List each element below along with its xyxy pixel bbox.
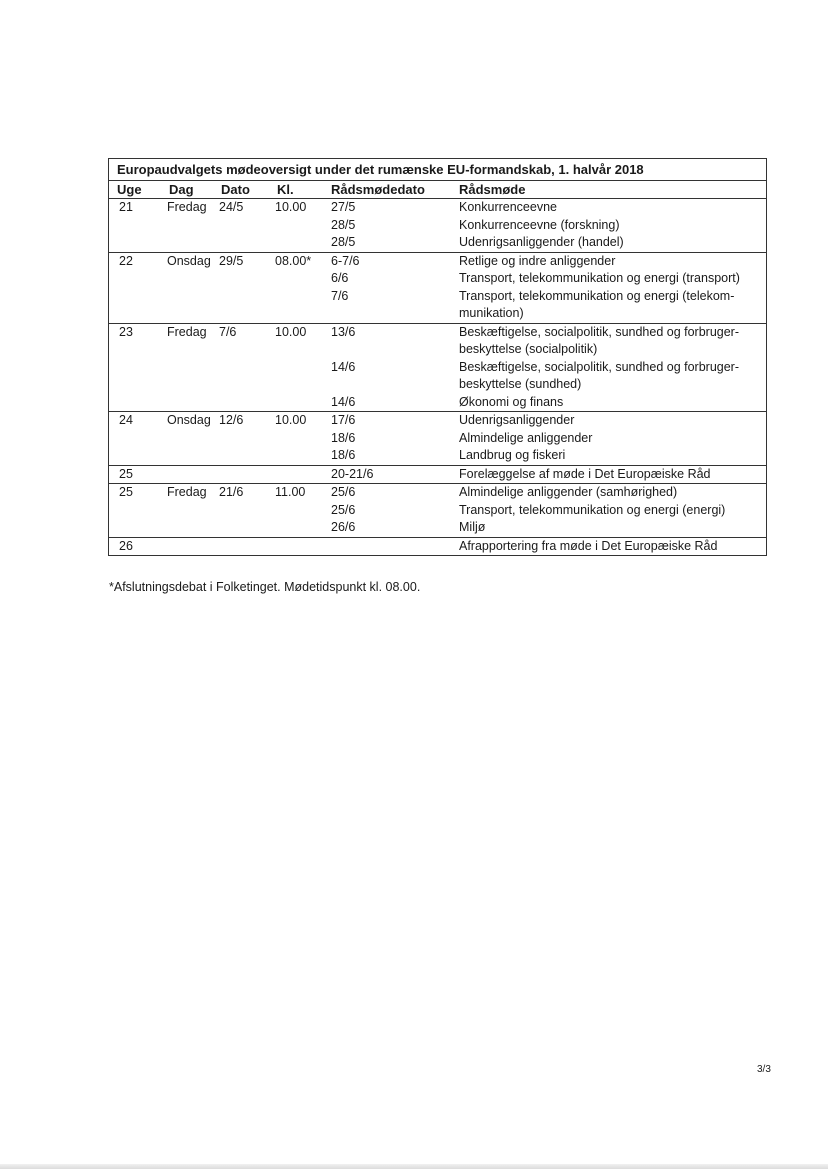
raadsmoede-line: Transport, telekommunikation og energi (telekom- <box>459 288 735 303</box>
meeting-entry <box>331 394 766 412</box>
table-row <box>109 323 766 412</box>
raadsmoede-line: Konkurrenceevne (forskning) <box>459 217 620 232</box>
cell-dato: 12/6 <box>219 413 244 427</box>
table-row <box>109 411 766 465</box>
meeting-entry <box>331 519 766 537</box>
raadsmoede-line: Beskæftigelse, socialpolitik, sundhed og forbruger- <box>459 359 740 374</box>
raadsmoede-line: Udenrigsanliggender <box>459 413 575 427</box>
table-title: Europaudvalgets mødeoversigt under det rumænske EU-formandskab, 1. halvår 2018 <box>109 159 766 181</box>
meeting-entry <box>331 234 766 252</box>
raadsmoede-line: Almindelige anliggender <box>459 430 593 445</box>
cell-uge: 24 <box>119 413 133 427</box>
cell-raadsmoededato: 20-21/6 <box>331 466 374 481</box>
cell-dag: Onsdag <box>167 253 211 268</box>
cell-dato: 24/5 <box>219 200 244 214</box>
meeting-entry <box>331 484 766 502</box>
cell-raadsmoede <box>456 234 766 252</box>
cell-uge: 21 <box>119 200 133 214</box>
footnote: *Afslutningsdebat i Folketinget. Mødetidspunkt kl. 08.00. <box>109 580 421 594</box>
cell-dag: Fredag <box>167 485 207 499</box>
cell-dag: Fredag <box>167 200 207 214</box>
cell-uge: 23 <box>119 324 133 339</box>
table-row <box>109 483 766 537</box>
meeting-entry <box>331 270 766 288</box>
cell-raadsmoededato: 26/6 <box>331 520 356 534</box>
raadsmoede-line: beskyttelse (socialpolitik) <box>459 342 598 356</box>
cell-kl: 10.00 <box>275 200 307 214</box>
meeting-schedule-table <box>108 158 767 556</box>
cell-raadsmoede <box>456 538 766 556</box>
cell-dato: 7/6 <box>219 324 237 339</box>
table-header-row <box>109 181 766 200</box>
cell-raadsmoededato: 17/6 <box>331 413 356 427</box>
cell-raadsmoede <box>456 519 766 537</box>
cell-raadsmoededato <box>331 538 456 556</box>
table-row <box>109 537 766 556</box>
cell-kl: 10.00 <box>275 413 307 427</box>
cell-raadsmoededato: 18/6 <box>331 430 356 445</box>
header-raadsmoededato: Rådsmødedato <box>331 181 425 197</box>
raadsmoede-line: Miljø <box>459 520 486 534</box>
raadsmoede-line: beskyttelse (sundhed) <box>459 377 582 391</box>
cell-dato <box>219 466 275 484</box>
meeting-entry <box>331 324 766 359</box>
meeting-entry <box>331 199 766 217</box>
meeting-entry <box>331 466 766 484</box>
cell-raadsmoededato: 6-7/6 <box>331 253 360 268</box>
cell-raadsmoede <box>456 430 766 448</box>
raadsmoede-line: Konkurrenceevne <box>459 200 557 214</box>
meeting-entry <box>331 538 766 556</box>
cell-uge: 22 <box>119 253 133 268</box>
table-row <box>109 465 766 484</box>
cell-uge: 26 <box>119 538 133 553</box>
meetings-list <box>331 466 766 484</box>
cell-raadsmoededato: 28/5 <box>331 235 356 249</box>
cell-raadsmoededato: 25/6 <box>331 485 356 499</box>
cell-uge: 25 <box>119 466 133 481</box>
page-bottom-edge <box>0 1164 828 1169</box>
cell-dag <box>157 538 219 556</box>
cell-raadsmoede <box>456 484 766 502</box>
meetings-list <box>331 199 766 252</box>
cell-raadsmoededato: 7/6 <box>331 288 349 303</box>
cell-raadsmoededato: 28/5 <box>331 217 356 232</box>
header-dag: Dag <box>169 181 194 197</box>
cell-dato: 29/5 <box>219 253 244 268</box>
header-raadsmoede: Rådsmøde <box>459 181 526 197</box>
cell-raadsmoededato: 25/6 <box>331 502 356 517</box>
cell-raadsmoede <box>456 502 766 520</box>
cell-raadsmoede <box>456 199 766 217</box>
meetings-list <box>331 538 766 556</box>
raadsmoede-line: Transport, telekommunikation og energi (transport) <box>459 271 740 285</box>
cell-raadsmoededato: 18/6 <box>331 448 356 462</box>
meeting-entry <box>331 288 766 323</box>
cell-dag: Onsdag <box>167 413 211 427</box>
header-dato: Dato <box>221 181 250 197</box>
raadsmoede-line: Beskæftigelse, socialpolitik, sundhed og forbruger- <box>459 324 740 339</box>
cell-raadsmoededato: 13/6 <box>331 324 356 339</box>
cell-dato <box>219 538 275 556</box>
cell-kl: 11.00 <box>275 485 306 499</box>
meeting-entry <box>331 447 766 465</box>
meeting-entry <box>331 502 766 520</box>
raadsmoede-line: Almindelige anliggender (samhørighed) <box>459 485 678 499</box>
raadsmoede-line: Landbrug og fiskeri <box>459 448 566 462</box>
cell-raadsmoededato: 14/6 <box>331 359 356 374</box>
cell-raadsmoede <box>456 466 766 484</box>
cell-kl <box>275 466 331 484</box>
cell-kl: 10.00 <box>275 324 307 339</box>
table-body <box>109 199 766 555</box>
raadsmoede-line: Retlige og indre anliggender <box>459 253 616 268</box>
meetings-list <box>331 253 766 323</box>
cell-raadsmoede <box>456 324 766 359</box>
raadsmoede-line: Afrapportering fra møde i Det Europæiske Råd <box>459 538 718 553</box>
raadsmoede-line: Økonomi og finans <box>459 394 564 409</box>
raadsmoede-line: Forelæggelse af møde i Det Europæiske Råd <box>459 466 711 481</box>
meeting-entry <box>331 430 766 448</box>
header-uge: Uge <box>117 181 142 197</box>
cell-raadsmoede <box>456 270 766 288</box>
cell-raadsmoede <box>456 288 766 323</box>
cell-raadsmoededato: 27/5 <box>331 200 356 214</box>
cell-raadsmoede <box>456 447 766 465</box>
meeting-entry <box>331 217 766 235</box>
meetings-list <box>331 484 766 537</box>
raadsmoede-line: Transport, telekommunikation og energi (energi) <box>459 502 726 517</box>
cell-raadsmoede <box>456 217 766 235</box>
meetings-list <box>331 324 766 412</box>
cell-dag: Fredag <box>167 324 207 339</box>
page-number: 3/3 <box>757 1064 771 1075</box>
cell-kl <box>275 538 331 556</box>
cell-raadsmoededato: 6/6 <box>331 271 349 285</box>
cell-raadsmoede <box>456 253 766 271</box>
header-kl: Kl. <box>277 181 294 197</box>
cell-raadsmoede <box>456 394 766 412</box>
cell-raadsmoededato: 14/6 <box>331 394 356 409</box>
cell-raadsmoede <box>456 412 766 430</box>
meetings-list <box>331 412 766 465</box>
raadsmoede-line: Udenrigsanliggender (handel) <box>459 235 624 249</box>
cell-dag <box>157 466 219 484</box>
meeting-entry <box>331 412 766 430</box>
raadsmoede-line: munikation) <box>459 306 524 320</box>
table-row <box>109 199 766 252</box>
meeting-entry <box>331 253 766 271</box>
cell-raadsmoede <box>456 359 766 394</box>
meeting-entry <box>331 359 766 394</box>
cell-dato: 21/6 <box>219 485 244 499</box>
table-row <box>109 252 766 323</box>
cell-kl: 08.00* <box>275 253 312 268</box>
cell-uge: 25 <box>119 485 133 499</box>
